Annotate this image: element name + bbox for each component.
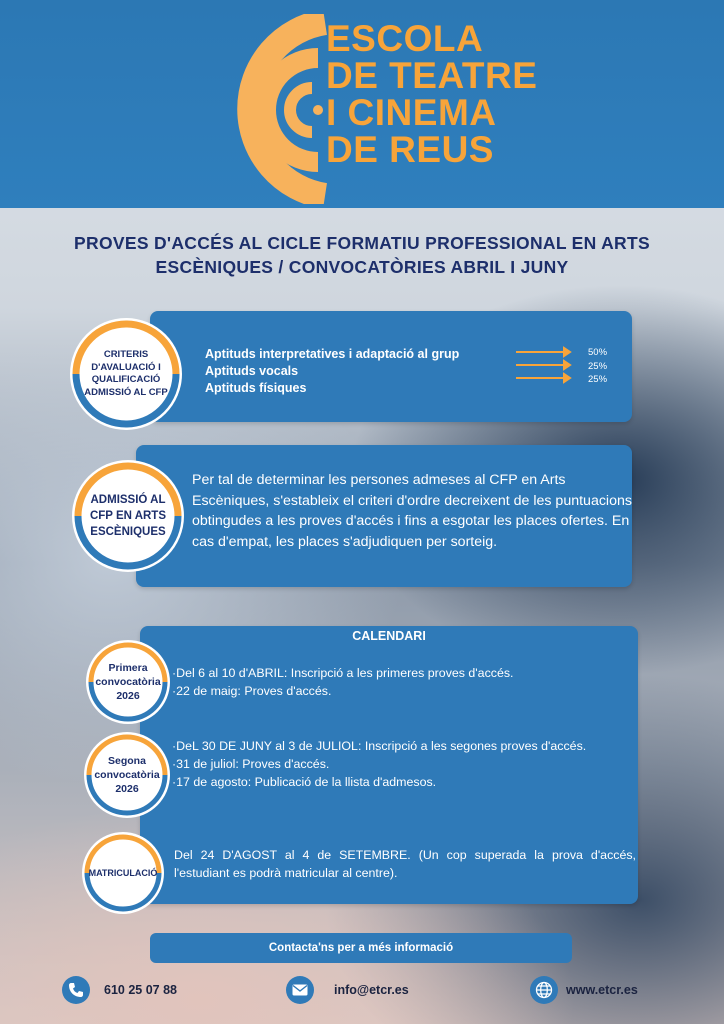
badge-text: 2026 xyxy=(116,690,140,702)
criteris-item: Aptituds físiques xyxy=(205,381,307,395)
criteris-badge xyxy=(70,318,182,430)
page-title xyxy=(40,231,684,279)
badge-text: 2026 xyxy=(115,783,139,795)
contact-email[interactable] xyxy=(286,976,409,1004)
calendar-line: ·Del 6 al 10 d'ABRIL: Inscripció a les primeres proves d'accés. xyxy=(172,666,514,680)
phone-number: 610 25 07 88 xyxy=(104,983,177,997)
header-banner xyxy=(0,0,724,208)
primera-convocatoria-dates xyxy=(172,664,514,700)
email-address: info@etcr.es xyxy=(334,983,409,997)
school-name-line: I CINEMA xyxy=(326,92,497,133)
phone-icon xyxy=(62,976,90,1004)
school-name-line: ESCOLA xyxy=(326,18,484,59)
matriculacio-dates: Del 24 D'AGOST al 4 de SETEMBRE. (Un cop superada la prova d'accés, l'estudiant es podrà matricular al centre). xyxy=(174,848,636,880)
badge-text: convocatòria xyxy=(94,769,160,781)
criteris-percent: 25% xyxy=(588,360,608,372)
badge-text: ESCÈNIQUES xyxy=(90,526,166,538)
criteris-list xyxy=(205,346,459,397)
page-title-line: PROVES D'ACCÉS AL CICLE FORMATIU PROFESSIONAL EN ARTS xyxy=(74,233,650,253)
globe-icon xyxy=(530,976,558,1004)
criteris-percent: 25% xyxy=(588,374,608,385)
badge-text: CFP EN ARTS xyxy=(89,510,167,522)
criteris-item: Aptituds vocals xyxy=(205,364,299,378)
criteris-item: Aptituds interpretatives i adaptació al grup xyxy=(205,347,460,361)
arrow-icons xyxy=(514,346,574,388)
badge-text: D'AVALUACIÓ I xyxy=(91,361,161,373)
matriculacio-badge xyxy=(82,832,164,914)
school-logo-icon xyxy=(200,14,330,204)
mail-icon xyxy=(286,976,314,1004)
badge-text: ADMISSIÓ AL xyxy=(90,494,166,506)
badge-text: MATRICULACIÓ xyxy=(88,868,158,878)
badge-text: ADMISSIÓ AL CFP xyxy=(84,386,168,398)
calendar-line: ·22 de maig: Proves d'accés. xyxy=(172,684,332,698)
segona-convocatoria-badge xyxy=(84,732,170,818)
website-url: www.etcr.es xyxy=(566,983,638,997)
badge-text: convocatòria xyxy=(95,676,161,688)
badge-text: Primera xyxy=(108,662,148,674)
calendar-line: ·17 de agosto: Publicació de la llista d'admesos. xyxy=(172,775,437,789)
badge-text: CRITERIS xyxy=(103,349,149,360)
criteris-percent: 50% xyxy=(588,347,608,358)
calendar-line: ·31 de juliol: Proves d'accés. xyxy=(172,757,330,771)
contact-phone[interactable] xyxy=(62,976,177,1004)
admissio-badge xyxy=(72,460,184,572)
primera-convocatoria-badge xyxy=(86,640,170,724)
calendari-title: CALENDARI xyxy=(352,629,426,643)
segona-convocatoria-dates xyxy=(172,737,586,791)
contact-website[interactable] xyxy=(530,976,638,1004)
school-name-line: DE REUS xyxy=(326,129,494,170)
badge-text: QUALIFICACIÓ xyxy=(91,374,161,385)
school-name xyxy=(326,20,537,168)
calendar-line: ·DeL 30 DE JUNY al 3 de JULIOL: Inscripció a les segones proves d'accés. xyxy=(172,739,587,753)
contact-banner: Contacta'ns per a més informació xyxy=(150,933,572,963)
admissio-description: Per tal de determinar les persones admeses al CFP en Arts Escèniques, s'estableix el criteri d'ordre decreixent de les puntuacions obtingudes a les proves d'accés i fins a esgotar les places ofertes. En cas d'empat, les places s'adjudiquen per sorteig. xyxy=(192,472,632,550)
school-name-line: DE TEATRE xyxy=(326,55,538,96)
page-title-line: ESCÈNIQUES / CONVOCATÒRIES ABRIL I JUNY xyxy=(155,257,569,277)
criteris-percentages xyxy=(588,346,607,387)
badge-text: Segona xyxy=(108,755,146,767)
